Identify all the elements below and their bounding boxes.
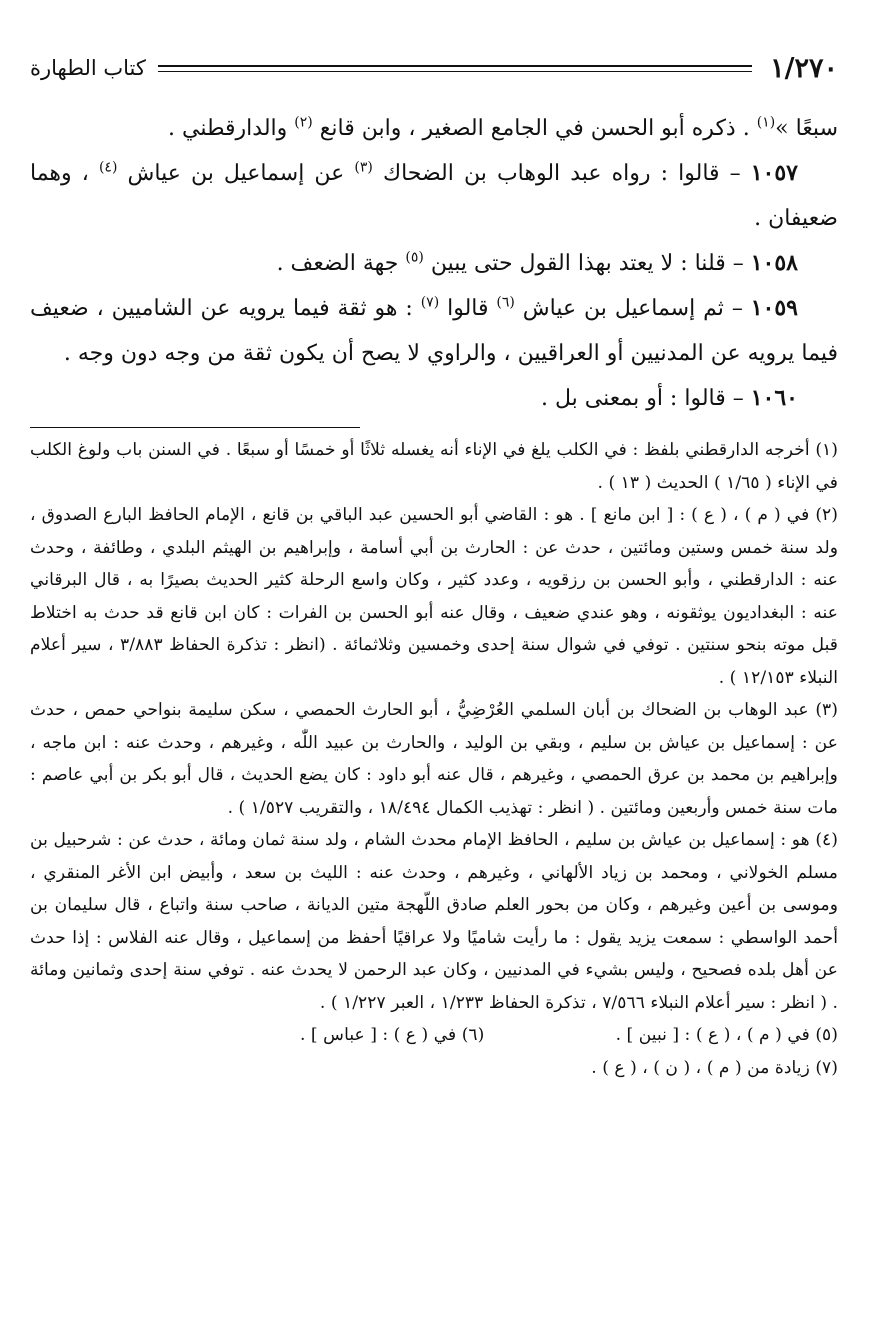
footnote-3: (٣) عبد الوهاب بن الضحاك بن أبان السلمي العُرْضِيُّ ، أبو الحارث الحمصي ، سكن سليمة بنواحي حمص ، حدث عن : إسماعيل بن عياش بن سليم ، وبقي بن الوليد ، والحارث بن عبيد اللّٰه ، وغيرهم ، وحدث عنه : ابن ماجه ، وإبراهيم بن محمد بن عرق الحمصي ، وغيرهم ، قال عنه أبو داود : كان يضع الحديث ، قال أبو بكر بن أبي عاصم : مات سنة خمس وأربعين ومائتين . ( انظر : تهذيب الكمال ١٨/٤٩٤ ، والتقريب ١/٥٢٧ ) . xyxy=(30,700,838,818)
paragraph-1058: ١٠٥٨ – قلنا : لا يعتد بهذا القول حتى يبين $^{(٥)}$ جهة الضعف . xyxy=(276,249,798,276)
book-title: كتاب الطهارة xyxy=(30,56,146,80)
footnote-ref: (١) xyxy=(756,114,776,131)
main-text xyxy=(30,106,838,421)
footnote-6: (٦) في ( ع ) : [ عباس ] . xyxy=(300,1025,485,1045)
footnote-ref: (٧) xyxy=(420,294,440,311)
page-number: ١/٢٧٠ xyxy=(770,52,838,84)
page xyxy=(30,52,838,1084)
paragraph-1059: ١٠٥٩ – ثم إسماعيل بن عياش $^{(٦)}$ قالوا $^{(٧)}$ : هو ثقة فيما يرويه عن الشاميين ، ضعيف فيما يرويه عن المدنيين أو العراقيين ، والراوي لا يصح أن يكون ثقة من وجه دون وجه . xyxy=(30,294,838,366)
footnote-separator-wrap xyxy=(30,427,838,428)
footnote-separator xyxy=(30,427,360,428)
item-number: ١٠٥٩ xyxy=(750,295,798,321)
paragraph-1057: ١٠٥٧ – قالوا : رواه عبد الوهاب بن الضحاك $^{(٣)}$ عن إسماعيل بن عياش $^{(٤)}$ ، وهما ضعيفان . xyxy=(30,159,838,231)
footnote-ref: (٦) xyxy=(496,294,515,311)
running-header xyxy=(30,52,838,84)
footnote-ref: (٢) xyxy=(294,114,313,131)
paragraph-1060: ١٠٦٠ – قالوا : أو بمعنى بل . xyxy=(541,385,798,411)
item-number: ١٠٥٨ xyxy=(750,250,798,276)
footnote-7: (٧) زيادة من ( م ) ، ( ن ) ، ( ع ) . xyxy=(591,1057,838,1078)
footnote-ref: (٤) xyxy=(98,159,118,176)
footnote-5: (٥) في ( م ) ، ( ع ) : [ نبين ] . xyxy=(615,1025,838,1045)
header-rule xyxy=(158,65,752,72)
footnote-1: (١) أخرجه الدارقطني بلفظ : في الكلب يلغ في الإناء أنه يغسله ثلاثًا أو خمسًا أو سبعًا . في السنن باب ولوغ الكلب في الإناء ( ١/٦٥ ) الحديث ( ١٣ ) . xyxy=(30,440,838,493)
footnote-4: (٤) هو : إسماعيل بن عياش بن سليم ، الحافظ الإمام محدث الشام ، ولد سنة ثمان ومائة ، حدث عن : شرحبيل بن مسلم الخولاني ، ومحمد بن زياد الألهاني ، وغيرهم ، وحدث عنه : الليث بن سعد ، وأبيض ابن الأغر المنقري ، وموسى بن أعين وغيرهم ، وكان من بحور العلم صادق اللّهجة متين الديانة ، صاحب سنة واتباع ، قال سليمان بن أحمد الواسطي : سمعت يزيد يقول : ما رأيت شاميًا ولا عراقيًا أحفظ من إسماعيل ، وقال عنه الفلاس : إذا حدث عن أهل بلده فصحيح ، وليس بشيء في المدنيين ، وكان عبد الرحمن لا يحدث عنه . توفي سنة إحدى وثمانين ومائة . ( انظر : سير أعلام النبلاء ٧/٥٦٦ ، تذكرة الحفاظ ١/٢٣٣ ، العبر ١/٢٢٧ ) . xyxy=(30,830,838,1013)
paragraph-continuation: سبعًا »$^{(١)}$ . ذكره أبو الحسن في الجامع الصغير ، وابن قانع $^{(٢)}$ والدارقطني . xyxy=(168,114,838,141)
item-number: ١٠٥٧ xyxy=(750,160,798,186)
footnotes xyxy=(30,434,838,1084)
item-number: ١٠٦٠ xyxy=(750,385,798,411)
footnote-row xyxy=(30,1019,838,1052)
footnote-2: (٢) في ( م ) ، ( ع ) : [ ابن مانع ] . هو : القاضي أبو الحسين عبد الباقي بن قانع ، الإمام الحافظ البارع الصدوق ، ولد سنة خمس وستين ومائتين ، حدث عن : الحارث بن أبي أسامة ، وإبراهيم بن الهيثم البلدي ، وطائفة ، وحدث عنه : الدارقطني ، وأبو الحسن بن رزقويه ، وعدد كثير ، وكان واسع الرحلة كثير الحديث بصيرًا به ، قال البرقاني عنه : البغداديون يوثقونه ، وهو عندي ضعيف ، وقال عنه أبو الحسن بن الفرات : كان ابن قانع قد حدث به اختلاط قبل موته بنحو سنتين . توفي في شوال سنة إحدى وخمسين وثلاثمائة . (انظر : تذكرة الحفاظ ٣/٨٨٣ ، سير أعلام النبلاء ١٢/١٥٣ ) . xyxy=(30,505,838,688)
footnote-ref: (٥) xyxy=(405,249,424,266)
footnote-ref: (٣) xyxy=(354,159,373,176)
